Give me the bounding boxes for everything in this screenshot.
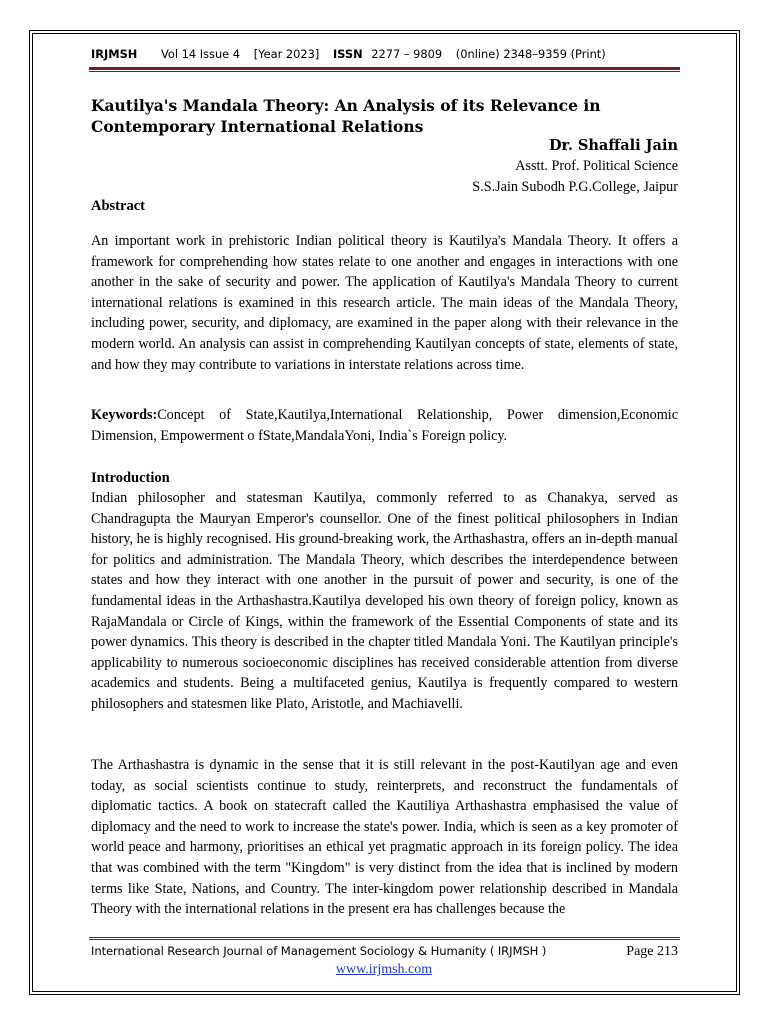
page-number: Page 213 [626, 944, 678, 959]
author-affiliation: S.S.Jain Subodh P.G.College, Jaipur [472, 179, 678, 195]
introduction-paragraph-2 [91, 755, 678, 920]
intro-paragraph-2-text: The Arthashastra is dynamic in the sense that it is still relevant in the post-Kautilyan age and even today, as social scientists continue to study, reinterprets, and reconstruct the fundamentals of diplomatic tactics. A book on statecraft called the Kautiliya Arthashastra emphasised the value of diplomacy and the need to work to increase the state's power. India, which is seen as a key promoter of world peace and harmony, prioritises an ethical yet pragmatic approach in its foreign policy. The idea that was combined with the term "Kingdom" is very distinct from the idea that is inclined by modern terms like State, Nations, and Country. The inter-kingdom power relationship described in Mandala Theory with the international relations in the present era has challenges because the [91, 757, 678, 918]
keywords-paragraph [91, 405, 678, 446]
abstract-heading: Abstract [91, 198, 145, 214]
footer-rule [89, 937, 680, 938]
header-volume: Vol 14 Issue 4 [160, 47, 241, 61]
author-position: Asstt. Prof. Political Science [515, 158, 678, 174]
footer-journal: International Research Journal of Management Sociology & Humanity ( IRJMSH ) [91, 944, 547, 958]
introduction-heading: Introduction [91, 470, 170, 486]
footer-rule-2 [89, 939, 680, 940]
abstract-text [91, 231, 678, 375]
author-name: Dr. Shaffali Jain [548, 137, 678, 154]
header-online-print: (0nline) 2348–9359 (Print) [455, 47, 606, 61]
header-issn: 2277 – 9809 [371, 47, 443, 61]
journal-header [91, 47, 681, 61]
keywords-text: Concept of State,Kautilya,International Relationship, Power dimension,Economic Dimension, Empowerment o fState,MandalaYoni, India`s Foreign policy. [91, 407, 678, 444]
intro-paragraph-1-text: Indian philosopher and statesman Kautilya, commonly referred to as Chanakya, served as Chandragupta the Mauryan Emperor's counsellor. One of the finest political philosophers in Indian history, he is highly recognised. His ground-breaking work, the Arthashastra, offers an in-depth manual for politics and administration. The Mandala Theory, which describes the interdependence between states and how they interact with one another in the pursuit of power and security, is one of the fundamental ideas in the Arthashastra.Kautilya developed his own theory of foreign policy, known as RajaMandala or Circle of Kings, within the framework of the Essential Components of state and its power dynamics. This theory is described in the chapter titled Mandala Yoni. The Kautilyan principle's applicability to numerous socioeconomic disciplines has received considerable attention from diverse academics and students. Being a multifaceted genius, Kautilya is frequently compared to western philosophers and statesmen like Plato, Aristotle, and Machiavelli. [91, 490, 678, 712]
header-journal: IRJMSH [91, 47, 138, 61]
keywords-label: Keywords: [91, 407, 158, 423]
keywords [91, 405, 678, 446]
header-rule [89, 67, 680, 70]
abstract-paragraph: An important work in prehistoric Indian political theory is Kautilya's Mandala Theory. It offers a framework for comprehending how states relate to one another and engages in interactions with one another in the sake of security and power. The application of Kautilya's Mandala Theory to current international relations is examined in this research article. The main ideas of the Mandala Theory, including power, security, and diplomacy, are examined in the paper along with their relevance in the modern world. An analysis can assist in comprehending Kautilyan concepts of state, elements of state, and how they may contribute to variations in interstate relations across time. [91, 233, 678, 373]
introduction-paragraph-1 [91, 488, 678, 715]
paper-title: Kautilya's Mandala Theory: An Analysis of its Relevance in Contemporary International Relations [91, 96, 601, 136]
author-block [472, 136, 678, 198]
website-link[interactable]: www.irjmsh.com [335, 962, 433, 977]
header-rule-thin [89, 71, 680, 72]
page-footer [91, 944, 678, 960]
header-year: [Year 2023] [253, 47, 320, 61]
header-issn-label: ISSN [332, 47, 363, 61]
